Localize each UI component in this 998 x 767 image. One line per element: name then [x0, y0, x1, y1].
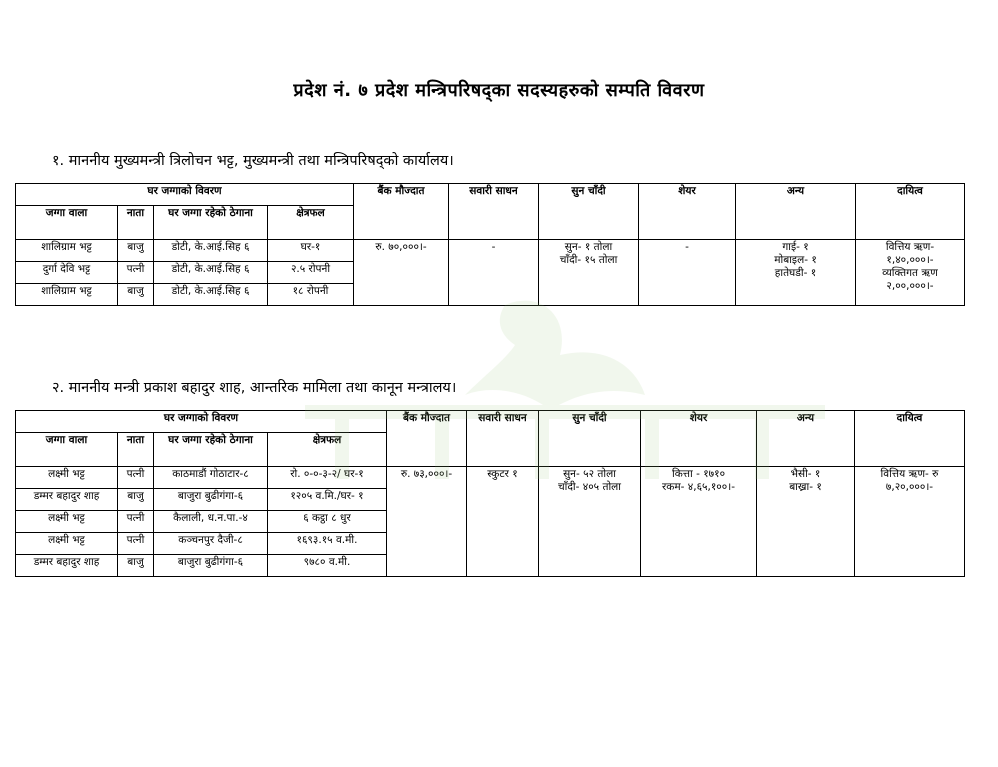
table-row — [16, 240, 965, 262]
liability-line: वित्तिय ऋण- — [885, 241, 935, 253]
relation-cell: पत्नी — [118, 467, 154, 489]
address-cell: डोटी, के.आई.सिह ६ — [154, 262, 268, 284]
owner-cell: दुर्गा देवि भट्ट — [16, 262, 118, 284]
address-cell: कञ्चनपुर दैजी-८ — [154, 533, 268, 555]
vehicle-cell: - — [449, 240, 539, 306]
vehicle-header: सवारी साधन — [449, 184, 539, 240]
address-cell: डोटी, के.आई.सिह ६ — [154, 284, 268, 306]
owner-header: जग्गा वाला — [16, 206, 118, 240]
liability-cell — [856, 240, 965, 306]
liability-line: व्यक्तिगत ऋण — [882, 267, 938, 279]
area-cell: ६ कट्ठा ८ धुर — [268, 511, 387, 533]
liability-line: वित्तिय ऋण- रु — [880, 468, 939, 480]
address-header: घर जग्गा रहेको ठेगाना — [154, 206, 268, 240]
owner-cell: लक्ष्मी भट्ट — [16, 467, 118, 489]
share-header: शेयर — [639, 184, 736, 240]
area-cell: घर-१ — [268, 240, 354, 262]
other-header: अन्य — [736, 184, 856, 240]
asset-table-2 — [15, 410, 965, 577]
address-cell: काठमाडौं गोठाटार-८ — [154, 467, 268, 489]
gold-header: सुन चाँदी — [539, 184, 639, 240]
owner-cell: लक्ष्मी भट्ट — [16, 511, 118, 533]
liability-line: १,४०,०००।- — [886, 254, 934, 266]
other-line: गाई- १ — [782, 241, 809, 253]
section-1-heading: १. माननीय मुख्यमन्त्री त्रिलोचन भट्ट, मुख्यमन्त्री तथा मन्त्रिपरिषद्को कार्यालय। — [52, 153, 454, 169]
gold-header: सुन चाँदी — [539, 411, 641, 467]
bank-cell: रु. ७३,०००।- — [387, 467, 467, 577]
area-cell: १६९३.१५ व.मी. — [268, 533, 387, 555]
area-cell: ९७८० व.मी. — [268, 555, 387, 577]
address-cell: बाजुरा बुढीगंगा-६ — [154, 555, 268, 577]
other-line: भैसी- १ — [790, 468, 821, 480]
area-header: क्षेत्रफल — [268, 433, 387, 467]
section-2-heading: २. माननीय मन्त्री प्रकाश बहादुर शाह, आन्तरिक मामिला तथा कानून मन्त्रालय। — [52, 380, 457, 396]
relation-header: नाता — [118, 433, 154, 467]
gold-cell — [539, 240, 639, 306]
gold-cell — [539, 467, 641, 577]
gold-line: चाँदी- १५ तोला — [559, 254, 618, 266]
relation-cell: बाजु — [118, 555, 154, 577]
relation-cell: बाजु — [118, 489, 154, 511]
gold-line: सुन- ५२ तोला — [563, 468, 616, 480]
share-line: रकम- ४,६५,१००।- — [662, 481, 735, 493]
relation-cell: पत्नी — [118, 511, 154, 533]
share-cell: - — [639, 240, 736, 306]
address-cell: डोटी, के.आई.सिह ६ — [154, 240, 268, 262]
area-cell: १२०५ व.मि./घर- १ — [268, 489, 387, 511]
relation-cell: बाजु — [118, 284, 154, 306]
area-cell: रो. ०-०-३-२/ घर-१ — [268, 467, 387, 489]
address-cell: बाजुरा बुढीगंगा-६ — [154, 489, 268, 511]
relation-header: नाता — [118, 206, 154, 240]
gold-line: सुन- १ तोला — [564, 241, 613, 253]
liability-header: दायित्व — [855, 411, 965, 467]
bank-cell: रु. ७०,०००।- — [354, 240, 449, 306]
bank-header: बैंक मौज्दात — [354, 184, 449, 240]
table-row — [16, 467, 965, 489]
other-line: बाख्रा- १ — [789, 481, 822, 493]
address-header: घर जग्गा रहेको ठेगाना — [154, 433, 268, 467]
bank-header: बैंक मौज्दात — [387, 411, 467, 467]
other-line: मोबाइल- १ — [774, 254, 817, 266]
other-cell — [736, 240, 856, 306]
dove-icon — [465, 301, 645, 410]
owner-cell: शालिग्राम भट्ट — [16, 284, 118, 306]
liability-line: २,००,०००।- — [886, 280, 934, 292]
vehicle-header: सवारी साधन — [467, 411, 539, 467]
owner-cell: लक्ष्मी भट्ट — [16, 533, 118, 555]
area-header: क्षेत्रफल — [268, 206, 354, 240]
relation-cell: पत्नी — [118, 262, 154, 284]
area-cell: २.५ रोपनी — [268, 262, 354, 284]
liability-header: दायित्व — [856, 184, 965, 240]
owner-header: जग्गा वाला — [16, 433, 118, 467]
vehicle-cell: स्कुटर १ — [467, 467, 539, 577]
land-group-header: घर जग्गाको विवरण — [16, 184, 354, 206]
share-cell — [641, 467, 757, 577]
share-line: कित्ता - १७१० — [671, 468, 726, 480]
asset-table-1 — [15, 183, 965, 306]
owner-cell: डम्मर बहादुर शाह — [16, 555, 118, 577]
address-cell: कैलाली, ध.न.पा.-४ — [154, 511, 268, 533]
other-header: अन्य — [757, 411, 855, 467]
area-cell: १८ रोपनी — [268, 284, 354, 306]
land-group-header: घर जग्गाको विवरण — [16, 411, 387, 433]
share-header: शेयर — [641, 411, 757, 467]
gold-line: चाँदी- ४०५ तोला — [557, 481, 622, 493]
other-line: हातेघडी- १ — [774, 267, 817, 279]
relation-cell: पत्नी — [118, 533, 154, 555]
relation-cell: बाजु — [118, 240, 154, 262]
owner-cell: डम्मर बहादुर शाह — [16, 489, 118, 511]
page-title: प्रदेश नं. ७ प्रदेश मन्त्रिपरिषद्का सदस्यहरुको सम्पति विवरण — [293, 80, 705, 101]
liability-cell — [855, 467, 965, 577]
other-cell — [757, 467, 855, 577]
liability-line: ७,२०,०००।- — [885, 481, 934, 493]
owner-cell: शालिग्राम भट्ट — [16, 240, 118, 262]
